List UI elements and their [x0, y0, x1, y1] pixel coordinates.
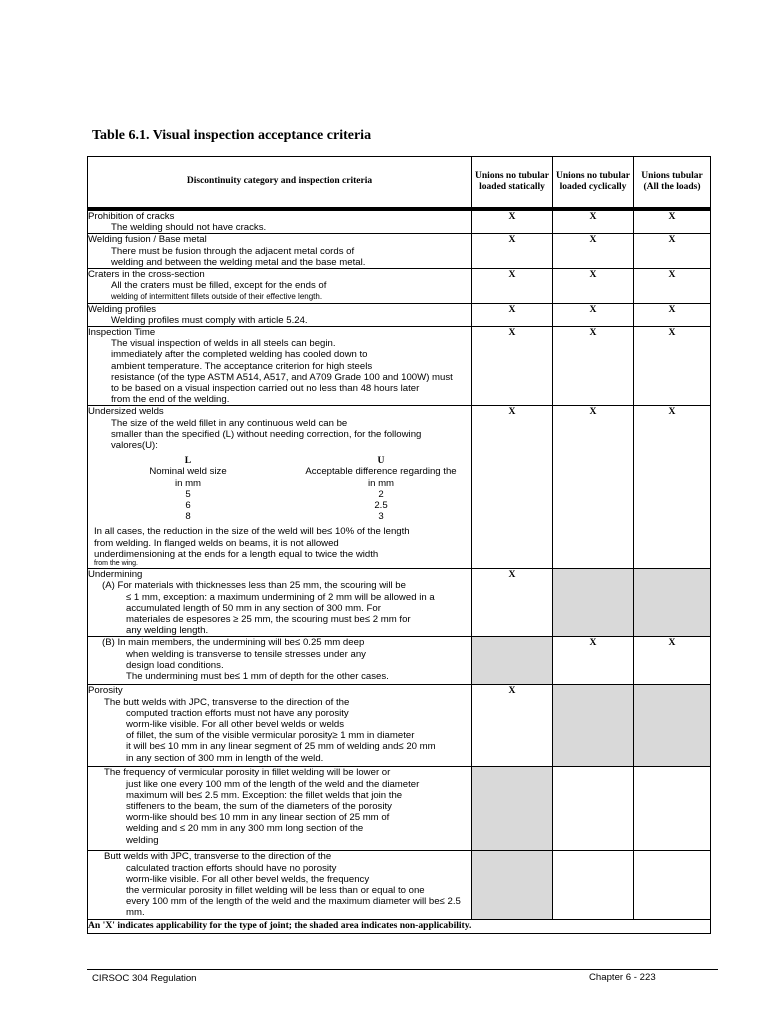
category-label: Prohibition of cracks: [88, 211, 175, 222]
criterion-text: computed traction efforts must not have any porosity: [126, 707, 349, 719]
footer-page-number: Chapter 6 - 223: [589, 972, 656, 983]
criterion-text: materiales de espesores ≥ 25 mm, the scouring must be≤ 2 mm for: [126, 613, 411, 625]
category-label: Undersized welds: [88, 406, 164, 418]
not-applicable-cell: [472, 637, 553, 685]
mark-cell: X: [634, 303, 711, 326]
criterion-text: resistance (of the type ASTM A514, A517, and A709 Grade 100 and 100W) must: [111, 371, 453, 383]
not-applicable-cell: [553, 569, 634, 637]
criterion-text: mm.: [126, 907, 145, 919]
criterion-text: All the craters must be filled, except for the ends of: [111, 280, 327, 292]
criterion-text: Welding profiles must comply with article 5.24.: [111, 314, 308, 326]
criterion-text: The welding should not have cracks.: [111, 222, 267, 234]
table-row: [88, 851, 711, 919]
not-applicable-cell: [634, 569, 711, 637]
nominal-size-column: [88, 455, 288, 522]
empty-cell: [634, 767, 711, 851]
criterion-text: The butt welds with JPC, transverse to the direction of the: [104, 696, 350, 708]
criterion-text: The size of the weld fillet in any continuous weld can be: [111, 417, 348, 429]
header-static-nontubular: Unions no tubular loaded statically: [472, 157, 553, 210]
criterion-text: just like one every 100 mm of the length of the weld and the diameter: [126, 778, 420, 790]
table-row: [88, 303, 711, 326]
l-value: 6: [185, 500, 191, 512]
mark-cell: X: [553, 406, 634, 569]
criterion-text: The frequency of vermicular porosity in fillet welding will be lower or: [104, 767, 391, 779]
criterion-text: of fillet, the sum of the visible vermicular porosity≥ 1 mm in diameter: [126, 730, 415, 742]
criterion-text: calculated traction efforts should have no porosity: [126, 862, 337, 874]
criterion-text: worm-like visible. For all other bevel welds or welds: [126, 718, 345, 730]
u-label: in mm: [367, 477, 395, 489]
criterion-cracks: [88, 209, 472, 234]
criterion-text: underdimensioning at the ends for a length equal to twice the width: [94, 548, 379, 560]
mark-cell: X: [472, 569, 553, 637]
mark-cell: X: [553, 303, 634, 326]
criterion-undermining-b: [88, 637, 472, 685]
u-heading: U: [377, 455, 385, 467]
l-value: 5: [185, 488, 191, 500]
criterion-text: ≤ 1 mm, exception: a maximum undermining of 2 mm will be allowed in a: [126, 591, 435, 603]
criterion-text: valores(U):: [111, 440, 158, 452]
criterion-craters: [88, 269, 472, 304]
table-row: [88, 209, 711, 234]
not-applicable-cell: [472, 767, 553, 851]
table-title: Table 6.1. Visual inspection acceptance criteria: [92, 128, 372, 143]
footer-rule: [87, 969, 718, 970]
criterion-text: worm-like visible. For all other bevel welds, the frequency: [126, 873, 370, 885]
mark-cell: X: [472, 406, 553, 569]
mark-cell: X: [553, 327, 634, 406]
u-label: Acceptable difference regarding the: [305, 466, 457, 478]
criterion-text: from the end of the welding.: [111, 394, 230, 406]
mark-cell: X: [472, 303, 553, 326]
table-row: [88, 406, 711, 569]
not-applicable-cell: [634, 685, 711, 767]
criterion-text: to be based on a visual inspection carried out no less than 48 hours later: [111, 383, 420, 395]
mark-cell: X: [634, 269, 711, 304]
l-value: 8: [185, 511, 191, 523]
criterion-text: (B) In main members, the undermining will be≤ 0.25 mm deep: [102, 637, 365, 649]
criterion-text: The undermining must be≤ 1 mm of depth for the other cases.: [126, 670, 389, 682]
mark-cell: X: [472, 327, 553, 406]
acceptable-difference-column: [291, 455, 471, 522]
mark-cell: X: [634, 209, 711, 234]
criterion-text: any welding length.: [126, 625, 209, 637]
empty-cell: [634, 851, 711, 919]
u-value: 3: [378, 511, 384, 523]
empty-cell: [553, 851, 634, 919]
criterion-text: every 100 mm of the length of the weld and the maximum diameter will be≤ 2.5: [126, 896, 461, 908]
table-row: [88, 569, 711, 637]
header-category: Discontinuity category and inspection criteria: [88, 157, 472, 210]
criterion-text: The visual inspection of welds in all steels can begin.: [111, 338, 336, 350]
mark-cell: X: [472, 269, 553, 304]
category-label: Craters in the cross-section: [88, 269, 205, 281]
criterion-text: design load conditions.: [126, 659, 224, 671]
table-row: [88, 767, 711, 851]
criterion-text: smaller than the specified (L) without needing correction, for the following: [111, 428, 422, 440]
criterion-text: welding and between the welding metal and the base metal.: [111, 256, 366, 268]
mark-cell: X: [634, 327, 711, 406]
l-label: Nominal weld size: [149, 466, 227, 478]
criterion-text: from the wing.: [94, 560, 138, 568]
acceptance-criteria-table: [87, 156, 711, 934]
category-label: Welding profiles: [88, 303, 157, 315]
table-row: [88, 327, 711, 406]
header-cyclic-nontubular: Unions no tubular loaded cyclically: [553, 157, 634, 210]
mark-cell: X: [553, 209, 634, 234]
criterion-text: from welding. In flanged welds on beams, it is not allowed: [94, 537, 339, 549]
mark-cell: X: [472, 234, 553, 269]
criterion-text: the vermicular porosity in fillet welding will be less than or equal to one: [126, 884, 425, 896]
l-label: in mm: [174, 477, 202, 489]
table-row: [88, 637, 711, 685]
criterion-text: maximum will be≤ 2.5 mm. Exception: the fillet welds that join the: [126, 789, 403, 801]
criterion-text: In all cases, the reduction in the size of the weld will be≤ 10% of the length: [94, 526, 410, 538]
criterion-porosity-a: [88, 685, 472, 767]
mark-cell: X: [553, 234, 634, 269]
criterion-undermining-a: [88, 569, 472, 637]
criterion-text: welding and ≤ 20 mm in any 300 mm long section of the: [126, 823, 364, 835]
u-value: 2.5: [374, 500, 388, 512]
criterion-text: (A) For materials with thicknesses less than 25 mm, the scouring will be: [102, 580, 406, 592]
mark-cell: X: [472, 685, 553, 767]
criterion-text: There must be fusion through the adjacent metal cords of: [111, 245, 355, 257]
criterion-text: in any section of 300 mm in length of the weld.: [126, 752, 324, 764]
footer-publication: CIRSOC 304 Regulation: [92, 973, 197, 984]
category-label: Porosity: [88, 685, 123, 697]
mark-cell: X: [553, 269, 634, 304]
category-label: Welding fusion / Base metal: [88, 234, 207, 246]
criterion-text: when welding is transverse to tensile stresses under any: [126, 648, 366, 660]
mark-cell: X: [472, 209, 553, 234]
empty-cell: [553, 767, 634, 851]
table-row: [88, 234, 711, 269]
table-row: [88, 269, 711, 304]
criterion-text: accumulated length of 50 mm in any section of 300 mm. For: [126, 602, 381, 614]
criterion-profiles: [88, 303, 472, 326]
weld-size-table: [88, 451, 471, 522]
table-footnote: An 'X' indicates applicability for the type of joint; the shaded area indicates non-applicability.: [88, 919, 711, 933]
table-row: [88, 685, 711, 767]
l-heading: L: [184, 455, 192, 467]
criterion-fusion: [88, 234, 472, 269]
criterion-inspection-time: [88, 327, 472, 406]
mark-cell: X: [634, 234, 711, 269]
criterion-text: welding: [126, 834, 159, 846]
footnote-row: [88, 919, 711, 933]
mark-cell: X: [634, 406, 711, 569]
criterion-text: Butt welds with JPC, transverse to the direction of the: [104, 851, 332, 863]
not-applicable-cell: [553, 685, 634, 767]
criterion-porosity-c: [88, 851, 472, 919]
criterion-porosity-b: [88, 767, 472, 851]
table-header-row: [88, 157, 711, 210]
criterion-text: ambient temperature. The acceptance criterion for high steels: [111, 360, 373, 372]
criterion-text: welding of intermittent fillets outside of their effective length.: [111, 292, 323, 302]
criterion-text: worm-like should be≤ 10 mm in any linear section of 25 mm of: [126, 812, 390, 824]
criterion-text: immediately after the completed welding has cooled down to: [111, 349, 368, 361]
mark-cell: X: [634, 637, 711, 685]
mark-cell: X: [553, 637, 634, 685]
u-value: 2: [378, 488, 384, 500]
criterion-text: stiffeners to the beam, the sum of the diameters of the porosity: [126, 800, 392, 812]
criterion-text: it will be≤ 10 mm in any linear segment of 25 mm of welding and≤ 20 mm: [126, 741, 436, 753]
not-applicable-cell: [472, 851, 553, 919]
header-tubular: Unions tubular (All the loads): [634, 157, 711, 210]
category-label: Undermining: [88, 569, 143, 581]
criterion-undersized: [88, 406, 472, 569]
category-label: Inspection Time: [88, 327, 156, 339]
